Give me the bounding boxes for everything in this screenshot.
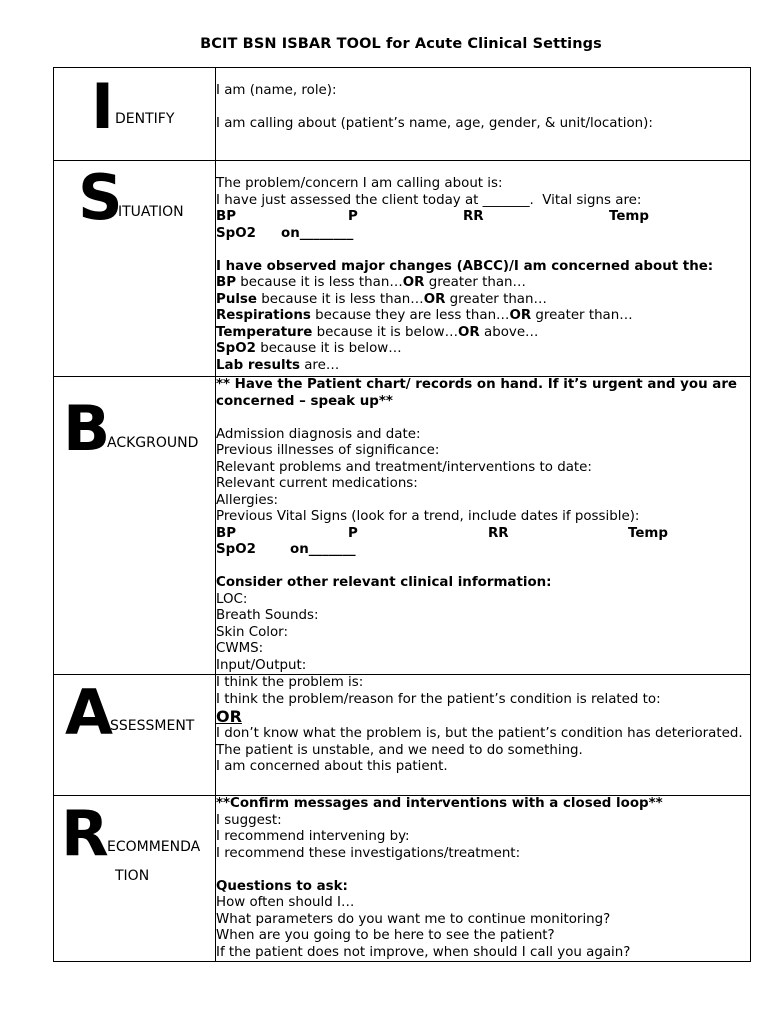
consider-item: Breath Sounds:	[216, 608, 319, 623]
spacer	[216, 410, 750, 427]
situation-assessed: I have just assessed the client today at _______. Vital signs are:	[216, 192, 642, 208]
assessment-line: I think the problem is:	[216, 675, 364, 690]
change-label: Temperature	[216, 324, 313, 340]
background-label-cell	[54, 377, 216, 675]
question-item: If the patient does not improve, when should I call you again?	[216, 944, 631, 960]
identify-line: I am calling about (patient’s name, age, gender, & unit/location):	[216, 116, 653, 131]
change-or: OR	[402, 275, 425, 290]
background-content	[216, 377, 751, 675]
background-line: Relevant problems and treatment/interventions to date:	[216, 459, 592, 475]
change-item	[216, 325, 750, 342]
change-or: OR	[458, 324, 480, 340]
vital-on: on________	[281, 225, 354, 241]
change-item	[216, 292, 750, 309]
identify-content	[216, 68, 751, 161]
change-text: above…	[479, 324, 539, 340]
assessment-line: I am concerned about this patient.	[216, 759, 448, 774]
identify-label-cell	[54, 68, 216, 161]
recommendation-content	[216, 796, 751, 962]
change-text: because it is below…	[255, 341, 402, 356]
spacer	[216, 242, 750, 259]
change-or: OR	[423, 291, 446, 307]
change-item	[216, 275, 750, 292]
page-title: BCIT BSN ISBAR TOOL for Acute Clinical Settings	[200, 36, 602, 52]
situation-problem: The problem/concern I am calling about is:	[216, 176, 503, 191]
assessment-row	[54, 675, 751, 796]
question-item: What parameters do you want me to continue monitoring?	[216, 911, 611, 927]
spacer	[216, 862, 750, 879]
situation-spo2-row	[216, 226, 750, 243]
identify-label: DENTIFY	[115, 111, 175, 127]
assessment-line: I think the problem/reason for the patient’s condition is related to:	[216, 691, 661, 707]
consider-heading: Consider other relevant clinical information:	[216, 575, 552, 590]
background-initial: B	[63, 392, 111, 465]
question-item: When are you going to be here to see the patient?	[216, 928, 555, 943]
vital-temp: Temp	[628, 525, 668, 541]
change-item	[216, 308, 750, 325]
identify-initial: I	[91, 70, 115, 143]
vital-rr: RR	[463, 209, 484, 224]
recommendation-line: I recommend intervening by:	[216, 829, 410, 844]
identify-line	[216, 100, 750, 117]
change-label: BP	[216, 275, 237, 290]
change-label: SpO2	[216, 341, 256, 356]
change-label: Lab results	[216, 357, 300, 373]
background-line: Relevant current medications:	[216, 476, 418, 491]
vital-rr: RR	[488, 525, 509, 541]
consider-item: Skin Color:	[216, 624, 288, 640]
situation-content	[216, 161, 751, 377]
change-text: greater than…	[531, 308, 633, 323]
change-text: greater than…	[445, 291, 547, 307]
vital-spo2: SpO2	[216, 225, 256, 241]
change-text: because it is below…	[312, 324, 459, 340]
change-label: Pulse	[216, 291, 257, 307]
change-text: greater than…	[424, 275, 526, 290]
identify-line: I am (name, role):	[216, 83, 337, 98]
recommendation-initial: R	[61, 797, 109, 870]
vital-on: on_______	[290, 542, 356, 557]
consider-item: CWMS:	[216, 641, 264, 656]
background-label: ACKGROUND	[107, 435, 199, 451]
consider-item: LOC:	[216, 591, 248, 607]
assessment-label: SSESSMENT	[110, 718, 195, 734]
vital-spo2: SpO2	[216, 542, 256, 557]
change-item	[216, 358, 750, 375]
spacer	[216, 559, 750, 576]
recommendation-label-cont: TION	[115, 868, 150, 884]
change-item	[216, 341, 750, 358]
assessment-content	[216, 675, 751, 796]
assessment-label-cell	[54, 675, 216, 796]
background-line: Previous Vital Signs (look for a trend, include dates if possible):	[216, 509, 640, 524]
identify-row	[54, 68, 751, 161]
recommendation-row	[54, 796, 751, 962]
situation-row	[54, 161, 751, 377]
recommendation-line: I recommend these investigations/treatment:	[216, 845, 521, 861]
situation-vitals-row	[216, 209, 750, 226]
situation-concern-heading: I have observed major changes (ABCC)/I am concerned about the:	[216, 258, 714, 274]
change-or: OR	[509, 308, 532, 323]
assessment-or: OR	[216, 707, 242, 726]
situation-label-cell	[54, 161, 216, 377]
background-vitals-row	[216, 526, 750, 543]
background-header: ** Have the Patient chart/ records on hand. If it’s urgent and you are concerned – speak up**	[216, 377, 737, 409]
vital-p: P	[348, 209, 358, 224]
assessment-initial: A	[65, 676, 113, 749]
vital-temp: Temp	[609, 209, 649, 224]
vital-bp: BP	[216, 209, 237, 224]
recommendation-line: I suggest:	[216, 812, 282, 828]
change-text: because it is less than…	[236, 275, 403, 290]
recommendation-header: **Confirm messages and interventions with a closed loop**	[216, 796, 663, 811]
situation-initial: S	[78, 161, 123, 234]
questions-heading: Questions to ask:	[216, 878, 348, 894]
background-line: Admission diagnosis and date:	[216, 426, 421, 442]
isbar-table	[53, 67, 751, 962]
situation-label: ITUATION	[118, 204, 184, 220]
change-text: because they are less than…	[310, 308, 510, 323]
change-text: because it is less than…	[257, 291, 424, 307]
consider-item: Input/Output:	[216, 657, 307, 673]
vital-p: P	[348, 525, 358, 541]
background-spo2-row	[216, 542, 750, 559]
assessment-line: I don’t know what the problem is, but the patient’s condition has deteriorated.	[216, 726, 743, 741]
recommendation-label-cell	[54, 796, 216, 962]
vital-bp: BP	[216, 525, 237, 541]
question-item: How often should I…	[216, 895, 355, 910]
background-line: Previous illnesses of significance:	[216, 443, 440, 458]
change-text: are…	[299, 357, 340, 373]
assessment-line: The patient is unstable, and we need to do something.	[216, 742, 583, 758]
background-line: Allergies:	[216, 492, 279, 508]
background-row	[54, 377, 751, 675]
recommendation-label: ECOMMENDA	[107, 839, 201, 855]
change-label: Respirations	[216, 308, 311, 323]
